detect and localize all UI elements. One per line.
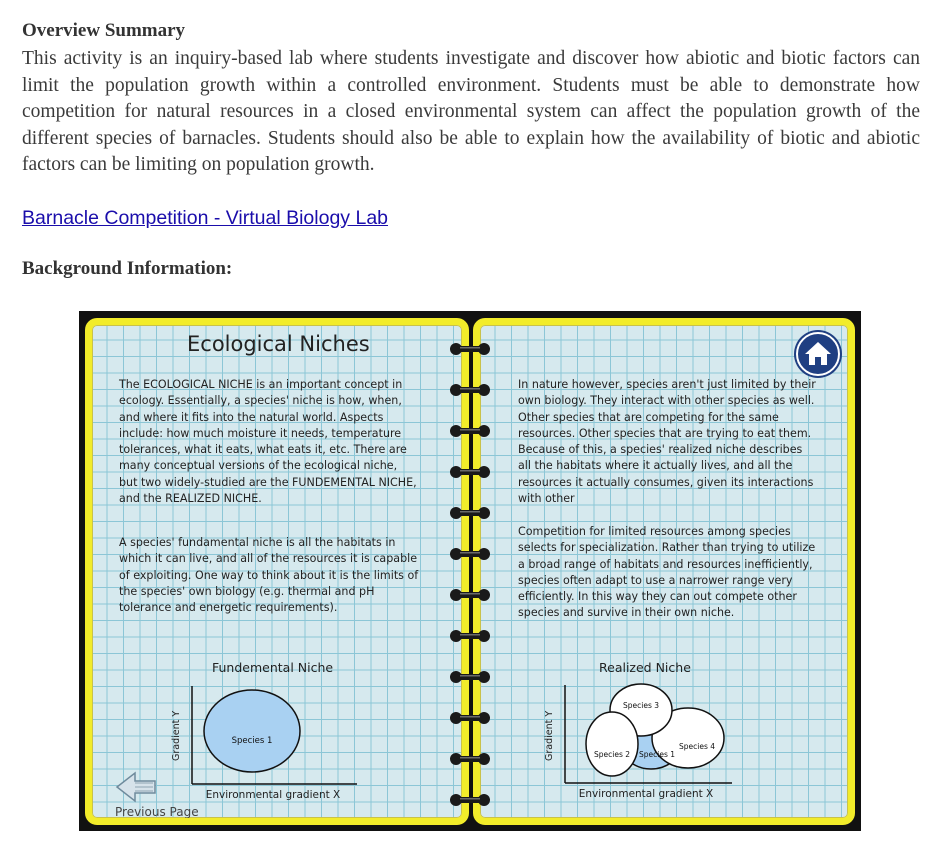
binding-ring [450,507,490,519]
previous-page-label: Previous Page [115,805,199,819]
competition-paragraph: Competition for limited resources among species selects for specialization. Rather than trying to utilize a broad range of habitats and resources inefficiently, species often adapt to use a narrower range very efficiently. In this way they can out compete other species and survive in their own niche. [518,525,816,620]
species-4-label: Species 4 [678,742,716,751]
binding-ring [450,712,490,724]
binding-ring [450,384,490,396]
binding-ring [450,466,490,478]
overview-heading: Overview Summary [22,20,186,41]
binding-ring [450,589,490,601]
realized-y-label: Gradient Y [544,710,555,761]
overview-text: This activity is an inquiry-based lab where students investigate and discover how abiotic and biotic factors can limit the population growth within a controlled environment. Students must be able to demonstrate how competition for natural resources in a closed environmental system can affect the population growth of the different species of barnacles. Students should also be able to explain how the availability of biotic and abiotic factors can be limiting on population growth. [22,48,920,175]
binding-ring [450,753,490,765]
home-button[interactable] [796,332,840,376]
species-1-ellipse [204,690,300,772]
notebook-title: Ecological Niches [187,332,370,356]
spiral-binding [448,333,492,813]
left-arrow-icon [115,771,159,805]
species-1-label: Species 1 [638,750,676,759]
notebook-right-page [473,318,855,825]
previous-page-button[interactable] [115,771,205,825]
realized-niche-paragraph: In nature however, species aren't just limited by their own biology. They interact with other species as well. Other species that are competing for the same resources. Other species that are trying to eat them. Because of this, a species' realized niche describes all the habitats where it actually lives, and all the resources it actually consumes, given its interactions with other [518,378,816,506]
fundamental-y-label: Gradient Y [171,710,182,761]
notebook-screenshot [79,311,861,831]
ecological-niche-paragraph: The ECOLOGICAL NICHE is an important concept in ecology. Essentially, a species' niche is how, when, and where it fits into the natural world. Aspects include: how much moisture it needs, temperature tolerances, what it eats, what eats it, etc. There are many conceptual versions of the ecological niche, but two widely-studied are the FUNDEMENTAL NICHE, and the REALIZED NICHE. [119,378,417,506]
barnacle-lab-link[interactable]: Barnacle Competition - Virtual Biology Lab [22,207,389,229]
species-2-label: Species 2 [593,750,631,759]
species-2-ellipse [586,712,638,776]
species-1-label: Species 1 [231,736,273,746]
realized-niche-chart [540,677,750,802]
binding-ring [450,548,490,560]
binding-ring [450,425,490,437]
species-3-label: Species 3 [622,701,660,710]
realized-chart-title: Realized Niche [599,660,691,675]
binding-ring [450,343,490,355]
notebook-left-page [85,318,469,825]
fundamental-niche-paragraph: A species' fundamental niche is all the habitats in which it can live, and all of the resources it is capable of exploiting. One way to think about it is the limits of the species' own biology (e.g. thermal and pH tolerance and energetic requirements). [119,536,419,615]
realized-x-label: Environmental gradient X [578,788,714,800]
binding-ring [450,794,490,806]
fundamental-x-label: Environmental gradient X [205,789,341,801]
binding-ring [450,630,490,642]
background-heading: Background Information: [22,258,233,279]
binding-ring [450,671,490,683]
fundamental-chart-title: Fundemental Niche [212,660,334,675]
home-icon [798,334,838,374]
